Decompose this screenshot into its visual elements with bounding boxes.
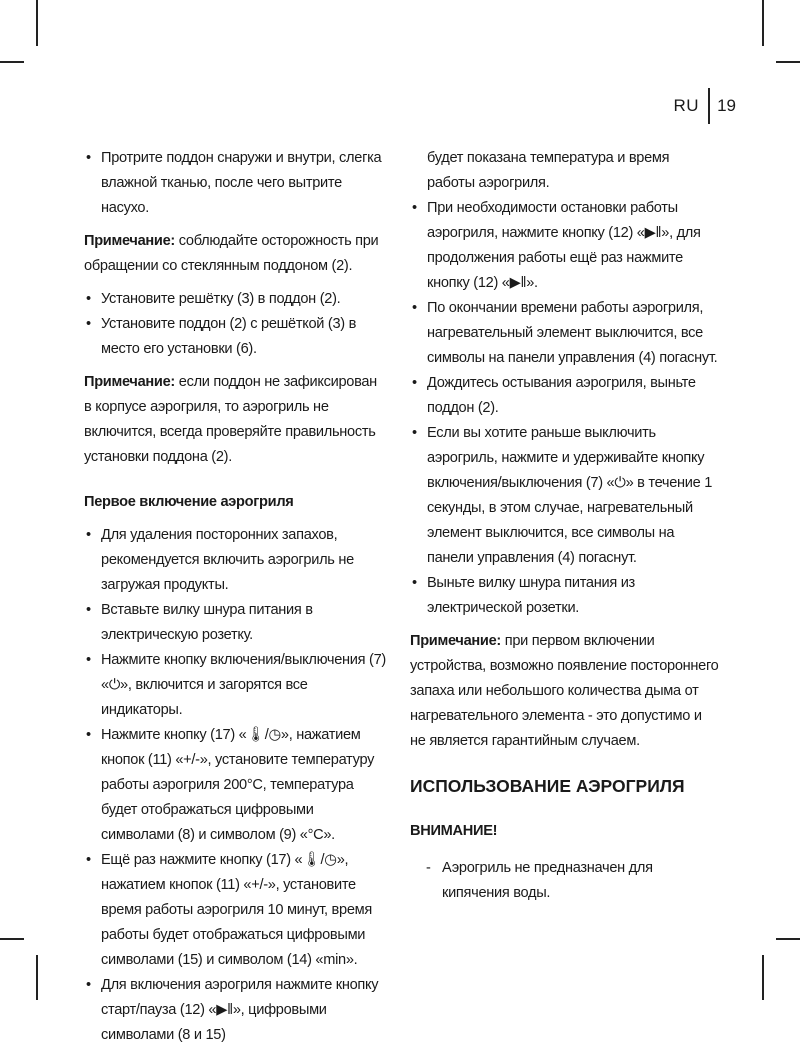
dash-list xyxy=(410,856,720,906)
list-item: • При необходимости остановки работы аэрогриля, нажмите кнопку (12) «▶‖», для продолжения работы ещё раз нажмите кнопку (12) «▶‖». xyxy=(410,196,720,296)
list-item: • Вставьте вилку шнура питания в электрическую розетку. xyxy=(84,598,388,648)
crop-mark xyxy=(36,0,38,46)
crop-mark xyxy=(762,0,764,46)
crop-mark xyxy=(0,61,24,63)
crop-mark xyxy=(762,955,764,1000)
note-text: при первом включении устройства, возможно появление постороннего запаха или небольшого количества дыма от нагревательного элемента - это допустимо и не является гарантийным случаем. xyxy=(410,633,719,749)
list-item: • По окончании времени работы аэрогриля, нагревательный элемент выключится, все символы на панели управления (4) погаснут. xyxy=(410,296,720,371)
list-item: • Для включения аэрогриля нажмите кнопку старт/пауза (12) «▶‖», цифровыми символами (8 и 15) xyxy=(84,973,388,1048)
list-item: • Выньте вилку шнура питания из электрической розетки. xyxy=(410,571,720,621)
crop-mark xyxy=(0,938,24,940)
list-item: • Установите поддон (2) с решёткой (3) в место его установки (6). xyxy=(84,312,388,362)
language-code: RU xyxy=(673,96,700,115)
list-item: - Аэрогриль не предназначен для кипячения воды. xyxy=(410,856,720,906)
note-label: Примечание: xyxy=(410,633,501,649)
continued-text: будет показана температура и время работы аэрогриля. xyxy=(427,150,670,191)
section-title: ИСПОЛЬЗОВАНИЕ АЭРОГРИЛЯ xyxy=(410,776,685,796)
bullet-list xyxy=(84,287,388,362)
note xyxy=(84,370,388,470)
crop-mark xyxy=(36,955,38,1000)
crop-mark xyxy=(776,61,800,63)
list-item: • Установите решётку (3) в поддон (2). xyxy=(84,287,388,312)
note-label: Примечание: xyxy=(84,374,175,390)
list-item: • Нажмите кнопку включения/выключения (7) «⏻», включится и загорятся все индикаторы. xyxy=(84,648,388,723)
page-number: 19 xyxy=(717,96,736,115)
note-text: если поддон не зафиксирован в корпусе аэрогриля, то аэрогриль не включится, всегда проверяйте правильность установки поддона (2). xyxy=(84,374,377,465)
list-item: • Если вы хотите раньше выключить аэрогриль, нажмите и удерживайте кнопку включения/выключения (7) «⏻» в течение 1 секунды, в этом случае, нагревательный элемент выключится, все символы на панели управления (4) погаснут. xyxy=(410,421,720,571)
bullet-list xyxy=(410,196,720,621)
list-item: • Протрите поддон снаружи и внутри, слегка влажной тканью, после чего вытрите насухо. xyxy=(84,146,388,221)
list-item: • Ещё раз нажмите кнопку (17) «🌡/◷», нажатием кнопок (11) «+/-», установите время работы аэрогриля 10 минут, время работы будет отображаться цифровыми символами (15) и символом (14) «min». xyxy=(84,848,388,973)
note-text: соблюдайте осторожность при обращении со стеклянным поддоном (2). xyxy=(84,233,379,274)
note xyxy=(84,229,388,279)
right-column xyxy=(410,146,720,906)
bullet-list xyxy=(84,523,388,1048)
attention-heading: ВНИМАНИЕ! xyxy=(410,823,498,839)
list-item: • Дождитесь остывания аэрогриля, выньте поддон (2). xyxy=(410,371,720,421)
page-header xyxy=(674,88,736,124)
note xyxy=(410,629,720,754)
note-label: Примечание: xyxy=(84,233,175,249)
bullet-list xyxy=(84,146,388,221)
crop-mark xyxy=(776,938,800,940)
list-item: • Для удаления посторонних запахов, рекомендуется включить аэрогриль не загружая продукты. xyxy=(84,523,388,598)
left-column xyxy=(84,146,388,1048)
list-item: • Нажмите кнопку (17) «🌡/◷», нажатием кнопок (11) «+/-», установите температуру работы аэрогриля 200°С, температура будет отображаться цифровыми символами (8) и символом (9) «°С». xyxy=(84,723,388,848)
subheading: Первое включение аэрогриля xyxy=(84,494,294,510)
